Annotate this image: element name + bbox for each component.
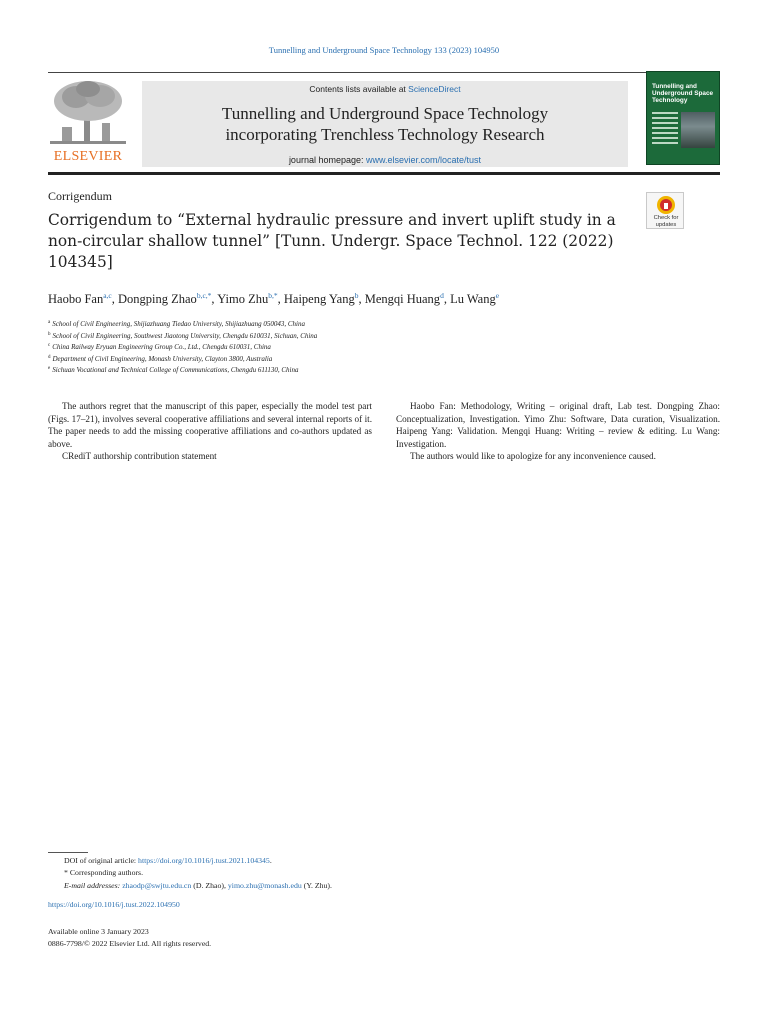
journal-title-line1: Tunnelling and Underground Space Technology [221, 104, 549, 123]
footnote-rule [48, 852, 88, 853]
original-doi-link[interactable]: https://doi.org/10.1016/j.tust.2021.104345 [138, 856, 270, 865]
affiliation-item: $^b$ School of Civil Engineering, Southwest Jiaotong University, Chengdu 610031, Sichuan, China [48, 331, 318, 340]
running-head[interactable]: Tunnelling and Underground Space Technology 133 (2023) 104950 [268, 45, 500, 55]
homepage-line [142, 155, 628, 165]
homepage-prefix: journal homepage: [288, 155, 366, 165]
footnote-emails: E-mail addresses: zhaodp@swjtu.edu.cn (D. Zhao), yimo.zhu@monash.edu (Y. Zhu). [64, 880, 332, 890]
available-online: Available online 3 January 2023 [48, 927, 149, 936]
author-name[interactable]: Haipeng Yang [283, 292, 355, 306]
footnote-doi-original: DOI of original article: https://doi.org/10.1016/j.tust.2021.104345. [64, 856, 272, 865]
cover-photo [681, 112, 715, 148]
author-name[interactable]: Haobo Fan [48, 292, 104, 306]
elsevier-wordmark: ELSEVIER [53, 149, 123, 164]
article-type: Corrigendum [48, 189, 112, 203]
author-list: Haobo Fan$^{a,c}$, Dongping Zhao$^{b,c,*}$, Yimo Zhu$^{b,*}$, Haipeng Yang$^b$, Mengqi Huang$^d$, Lu Wang$^e$ [48, 291, 500, 306]
journal-info-box [142, 81, 628, 167]
cover-title: Tunnelling and Underground Space Technology [652, 83, 714, 104]
author-affiliation-mark[interactable]: b,c,* [196, 291, 212, 300]
check-updates-icon [657, 196, 675, 214]
body-paragraph: The authors regret that the manuscript of this paper, especially the model test part (Figs. 17–21), involves several cooperative affiliations and several internal reports of it. The paper needs to add the missing cooperative affiliations and co-authors updated as above. [48, 401, 372, 449]
cover-contents-list [652, 112, 678, 147]
masthead-top-rule [48, 72, 720, 73]
availability-info [48, 926, 211, 950]
journal-homepage-link[interactable]: www.elsevier.com/locate/tust [366, 155, 482, 165]
affiliation-item: $^c$ China Railway Eryuan Engineering Group Co., Ltd., Chengdu 610031, China [48, 343, 271, 352]
sciencedirect-link[interactable]: ScienceDirect [408, 84, 461, 94]
author-affiliation-mark[interactable]: b,* [268, 291, 278, 300]
contents-line [142, 84, 628, 94]
author-name[interactable]: Yimo Zhu [217, 292, 269, 306]
email-link[interactable]: yimo.zhu@monash.edu [227, 880, 302, 890]
elsevier-logo[interactable] [48, 77, 128, 167]
affiliation-list [48, 318, 508, 376]
article-doi-link[interactable]: https://doi.org/10.1016/j.tust.2022.104950 [48, 900, 180, 909]
article-title: Corrigendum to “External hydraulic pressure and invert uplift study in a non-circular shallow tunnel” [Tunn. Undergr. Space Technol. 122 (2022) 104345] [48, 211, 616, 271]
journal-masthead [48, 77, 720, 167]
masthead-bottom-rule [48, 172, 720, 175]
author-name[interactable]: Dongping Zhao [118, 292, 197, 306]
check-for-updates-badge[interactable] [646, 192, 684, 229]
body-column-right [396, 400, 720, 463]
body-paragraph: The authors would like to apologize for any inconvenience caused. [410, 451, 656, 462]
credit-heading: CRediT authorship contribution statement [62, 451, 217, 462]
author-affiliation-mark[interactable]: b [354, 291, 359, 300]
footnote-corresponding: * Corresponding authors. [64, 868, 144, 878]
author-affiliation-mark[interactable]: e [495, 291, 500, 300]
footnotes [48, 852, 468, 892]
affiliation-item: $^d$ Department of Civil Engineering, Monash University, Clayton 3800, Australia [48, 354, 273, 363]
body-paragraph: Haobo Fan: Methodology, Writing – original draft, Lab test. Dongping Zhao: Conceptualization, Investigation. Yimo Zhu: Software, Data curation, Visualization. Haipeng Yang: Validation. Mengqi Huang: Writing – review & editing. Lu Wang: Investigation. [396, 401, 720, 449]
author-name[interactable]: Mengqi Huang [364, 292, 441, 306]
author-affiliation-mark[interactable]: d [440, 291, 444, 300]
author-name[interactable]: Lu Wang [450, 292, 496, 306]
elsevier-tree-icon [50, 79, 126, 145]
journal-title [142, 103, 628, 145]
email-link[interactable]: zhaodp@swjtu.edu.cn [122, 880, 192, 890]
journal-cover-thumbnail[interactable] [646, 71, 720, 165]
affiliation-item: $^a$ School of Civil Engineering, Shijiazhuang Tiedao University, Shijiazhuang 050043, China [48, 320, 306, 328]
body-column-left [48, 400, 372, 463]
contents-prefix: Contents lists available at [309, 84, 409, 94]
author-affiliation-mark[interactable]: a,c [103, 291, 112, 300]
check-updates-label: Check for updates [653, 215, 679, 228]
journal-title-line2: incorporating Trenchless Technology Research [225, 125, 545, 144]
copyright-line: 0886-7798/© 2022 Elsevier Ltd. All rights reserved. [48, 939, 212, 948]
affiliation-item: $^e$ Sichuan Vocational and Technical College of Communications, Chengdu 611130, China [48, 366, 299, 375]
